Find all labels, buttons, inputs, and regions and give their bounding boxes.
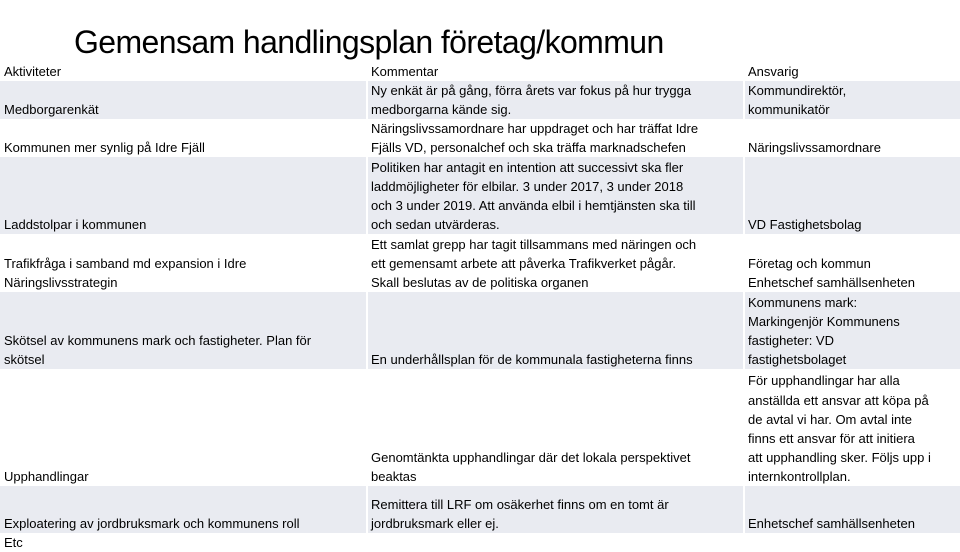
table-row: [0, 119, 960, 157]
page-title: Gemensam handlingsplan företag/kommun: [74, 24, 664, 60]
table-row: [0, 369, 960, 486]
header-aktiviteter: Aktiviteter: [4, 64, 62, 79]
cell-kommentar: Politiken har antagit en intention att successivt ska fler laddmöjligheter för elbilar. 3 under 2017, 3 under 2018 och 3 under 2019. Att använda elbil i hemtjänsten ska till och sedan utvärderas.: [371, 159, 696, 232]
cell-ansvarig: Enhetschef samhällsenheten: [748, 515, 915, 531]
table-row: [0, 234, 960, 292]
cell-kommentar: [366, 533, 743, 552]
cell-kommentar: En underhållsplan för de kommunala fastigheterna finns: [371, 351, 693, 367]
cell-kommentar: Remittera till LRF om osäkerhet finns om en tomt är jordbruksmark eller ej.: [371, 496, 669, 531]
cell-aktivitet: Etc: [4, 535, 23, 550]
cell-aktivitet: Kommunen mer synlig på Idre Fjäll: [4, 139, 205, 155]
cell-ansvarig: Företag och kommun Enhetschef samhällsenheten: [748, 255, 915, 290]
cell-kommentar: Genomtänkta upphandlingar där det lokala perspektivet beaktas: [371, 449, 691, 484]
cell-ansvarig: VD Fastighetsbolag: [748, 216, 862, 232]
header-kommentar: Kommentar: [371, 64, 439, 79]
cell-aktivitet: Upphandlingar: [4, 468, 89, 484]
table-row: [0, 486, 960, 533]
table-row: [0, 533, 960, 552]
cell-ansvarig: Näringslivssamordnare: [748, 139, 881, 155]
cell-kommentar: Näringslivssamordnare har uppdraget och har träffat Idre Fjälls VD, personalchef och ska träffa marknadschefen: [371, 120, 699, 155]
table-row: [0, 157, 960, 234]
cell-aktivitet: Laddstolpar i kommunen: [4, 216, 147, 232]
action-plan-table: [0, 62, 960, 552]
cell-kommentar: Ett samlat grepp har tagit tillsammans med näringen och ett gemensamt arbete att påverka Trafikverket pågår. Skall beslutas av de politiska organen: [371, 236, 697, 290]
cell-aktivitet: Skötsel av kommunens mark och fastigheter. Plan för skötsel: [4, 332, 312, 367]
cell-ansvarig: Kommunens mark: Markingenjör Kommunens fastigheter: VD fastighetsbolaget: [748, 294, 900, 367]
table-row: [0, 292, 960, 369]
cell-ansvarig: Kommundirektör, kommunikatör: [748, 82, 847, 117]
table-header-row: [0, 62, 960, 81]
header-ansvarig: Ansvarig: [748, 64, 799, 79]
cell-ansvarig: För upphandlingar har alla anställda ett ansvar att köpa på de avtal vi har. Om avtal inte finns ett ansvar för att initiera att upphandling sker. Följs upp i internkontrollplan.: [748, 373, 931, 484]
cell-aktivitet: Exploatering av jordbruksmark och kommunens roll: [4, 515, 300, 531]
cell-ansvarig: [743, 533, 960, 552]
table-row: [0, 81, 960, 119]
cell-kommentar: Ny enkät är på gång, förra årets var fokus på hur trygga medborgarna kände sig.: [371, 82, 692, 117]
cell-aktivitet: Trafikfråga i samband md expansion i Idre Näringslivsstrategin: [4, 255, 247, 290]
cell-aktivitet: Medborgarenkät: [4, 101, 99, 117]
